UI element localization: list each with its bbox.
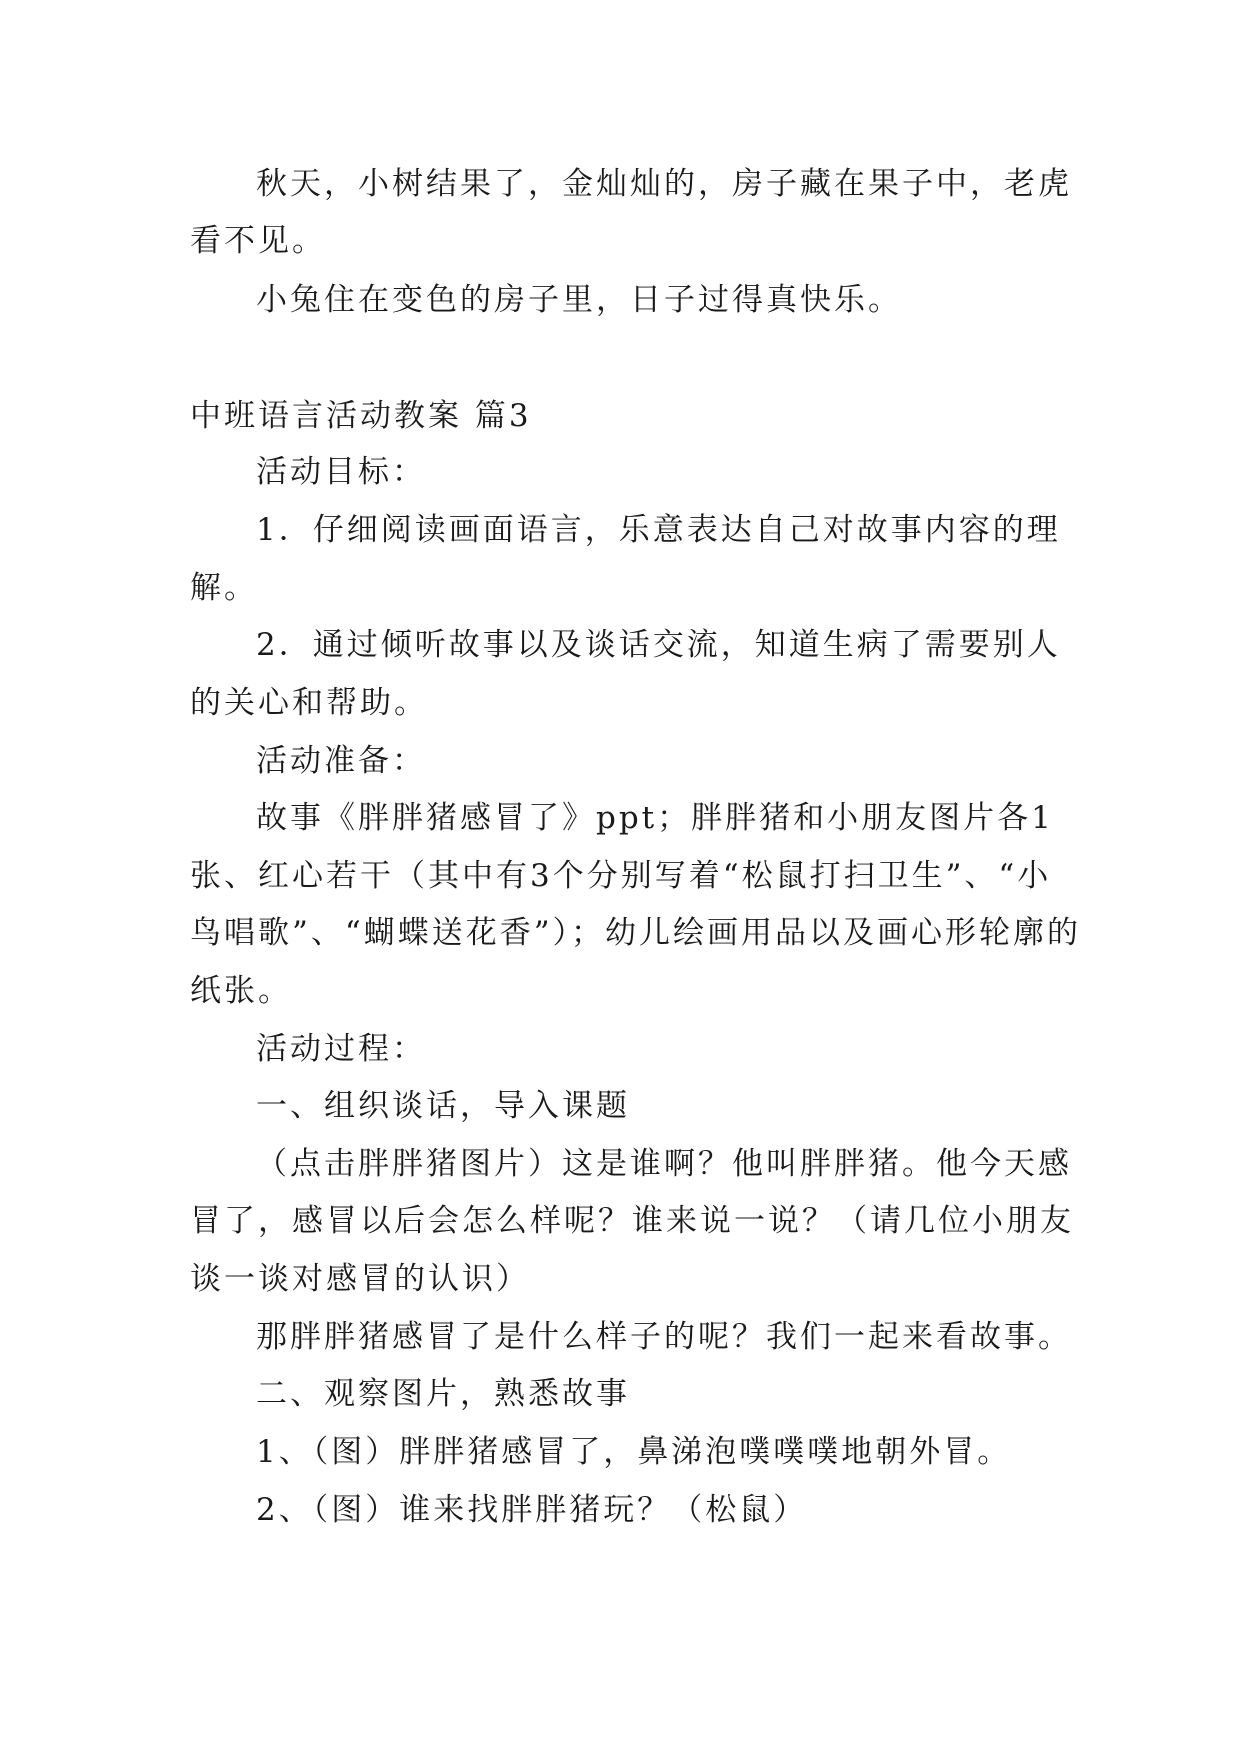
paragraph-line: 纸张。 bbox=[190, 973, 292, 1009]
paragraph-line: 活动目标： bbox=[256, 454, 426, 490]
paragraph-line: 鸟唱歌”、“蝴蝶送花香”）；幼儿绘画用品以及画心形轮廓的 bbox=[190, 915, 1082, 951]
section-heading: 中班语言活动教案 篇3 bbox=[190, 398, 532, 434]
paragraph-line: （点击胖胖猪图片）这是谁啊？他叫胖胖猪。他今天感 bbox=[256, 1146, 1072, 1182]
paragraph-line: 一、组织谈话，导入课题 bbox=[256, 1088, 630, 1124]
paragraph-line: 2．通过倾听故事以及谈话交流，知道生病了需要别人 bbox=[256, 627, 1061, 663]
paragraph-line: 故事《胖胖猪感冒了》ppt；胖胖猪和小朋友图片各1 bbox=[256, 800, 1054, 836]
paragraph-line: 解。 bbox=[190, 570, 258, 606]
paragraph-line: 秋天，小树结果了，金灿灿的，房子藏在果子中，老虎 bbox=[256, 166, 1072, 202]
paragraph-line: 冒了，感冒以后会怎么样呢？谁来说一说？（请几位小朋友 bbox=[190, 1203, 1074, 1239]
paragraph-line: 二、观察图片，熟悉故事 bbox=[256, 1376, 630, 1412]
paragraph-line: 谈一谈对感冒的认识） bbox=[190, 1261, 530, 1297]
paragraph-line: 1．仔细阅读画面语言，乐意表达自己对故事内容的理 bbox=[256, 512, 1061, 548]
paragraph-line: 小兔住在变色的房子里，日子过得真快乐。 bbox=[256, 282, 902, 318]
paragraph-line: 张、红心若干（其中有3个分别写着“松鼠打扫卫生”、“小 bbox=[190, 858, 1052, 894]
paragraph-line: 1、（图）胖胖猪感冒了，鼻涕泡噗噗噗地朝外冒。 bbox=[256, 1434, 1012, 1470]
paragraph-line: 活动过程： bbox=[256, 1031, 426, 1067]
paragraph-line: 活动准备： bbox=[256, 743, 426, 779]
paragraph-line: 的关心和帮助。 bbox=[190, 685, 428, 721]
paragraph-line: 2、（图）谁来找胖胖猪玩？（松鼠） bbox=[256, 1492, 808, 1528]
paragraph-line: 看不见。 bbox=[190, 223, 326, 259]
paragraph-line: 那胖胖猪感冒了是什么样子的呢？我们一起来看故事。 bbox=[256, 1319, 1072, 1355]
